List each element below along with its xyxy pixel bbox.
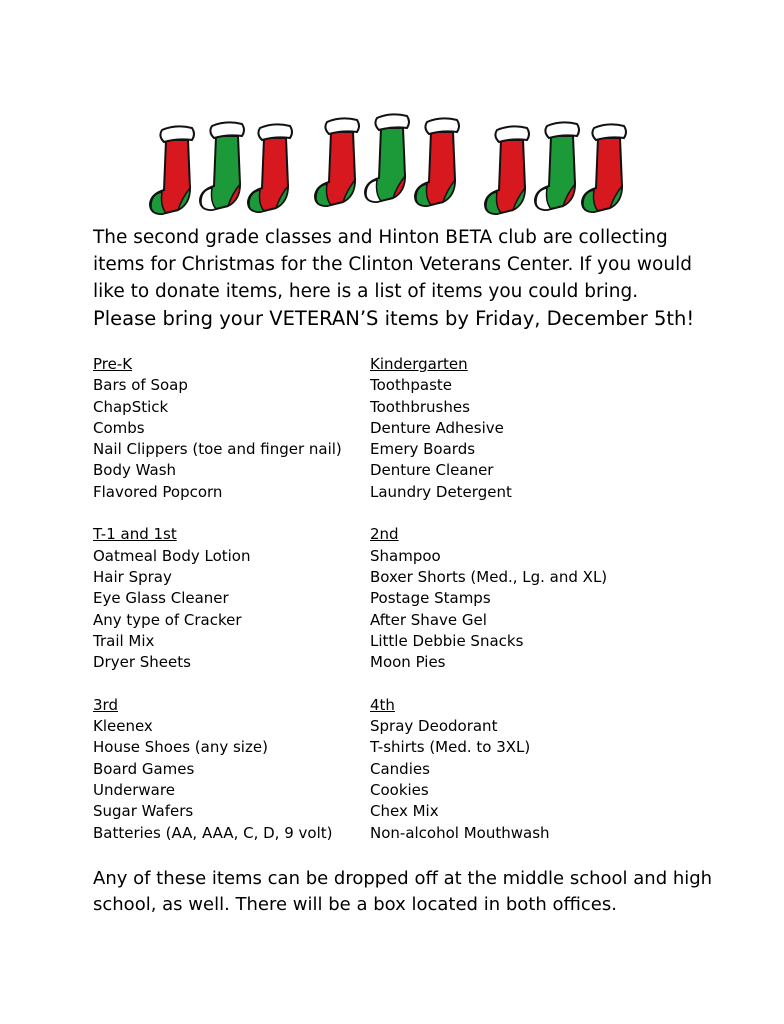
list-item: Toothbrushes	[370, 397, 470, 416]
list-item: Eye Glass Cleaner	[93, 589, 229, 608]
group-heading: 2nd	[370, 525, 399, 544]
list-item: Spray Deodorant	[370, 717, 498, 736]
list-item: Kleenex	[93, 717, 153, 736]
grade-group-kindergarten	[370, 354, 670, 503]
stocking-icon	[248, 124, 292, 212]
list-item: Boxer Shorts (Med., Lg. and XL)	[370, 567, 608, 586]
list-item: Toothpaste	[370, 376, 452, 395]
grade-group-4th	[370, 695, 670, 844]
list-item: Shampoo	[370, 546, 441, 565]
stocking-icon	[415, 118, 459, 206]
closing-line: Any of these items can be dropped off at the middle school and high	[93, 868, 713, 889]
intro-line: The second grade classes and Hinton BETA club are collecting	[93, 227, 668, 248]
list-item: Non-alcohol Mouthwash	[370, 823, 550, 842]
list-item: Trail Mix	[93, 631, 155, 650]
list-item: Denture Adhesive	[370, 418, 504, 437]
item-list	[370, 716, 670, 844]
list-item: Oatmeal Body Lotion	[93, 546, 251, 565]
list-item: Denture Cleaner	[370, 461, 494, 480]
list-item: After Shave Gel	[370, 610, 487, 629]
list-item: Cookies	[370, 780, 429, 799]
list-item: Laundry Detergent	[370, 482, 512, 501]
grade-group-pre-k	[93, 354, 393, 503]
intro-paragraph	[93, 224, 733, 332]
list-item: Little Debbie Snacks	[370, 631, 524, 650]
christmas-stockings-icon	[148, 108, 638, 218]
right-column	[370, 354, 670, 865]
list-item: Hair Spray	[93, 567, 172, 586]
stocking-icon	[200, 122, 244, 210]
list-item: T-shirts (Med. to 3XL)	[370, 738, 531, 757]
group-heading: Pre-K	[93, 355, 133, 373]
list-item: Body Wash	[93, 461, 177, 480]
stocking-icon	[150, 126, 194, 214]
closing-paragraph	[93, 866, 733, 918]
left-column	[93, 354, 393, 865]
list-item: Moon Pies	[370, 653, 446, 672]
stocking-icon	[365, 114, 409, 202]
list-item: Bars of Soap	[93, 376, 188, 395]
list-item: Board Games	[93, 759, 195, 778]
stocking-icon	[535, 122, 579, 210]
item-list	[370, 546, 670, 674]
list-item: Candies	[370, 759, 430, 778]
stocking-icon	[315, 118, 359, 206]
list-item: House Shoes (any size)	[93, 738, 268, 757]
group-heading: T-1 and 1st	[93, 525, 177, 544]
list-item: Batteries (AA, AAA, C, D, 9 volt)	[93, 823, 333, 842]
closing-line: school, as well. There will be a box located in both offices.	[93, 894, 617, 915]
list-item: Dryer Sheets	[93, 653, 191, 672]
group-heading: Kindergarten	[370, 355, 468, 373]
stocking-icon	[582, 124, 626, 212]
deadline-line: Please bring your VETERAN’S items by Friday, December 5th!	[93, 307, 695, 330]
item-list	[93, 375, 393, 503]
stocking-icon	[485, 126, 529, 214]
grade-group-3rd	[93, 695, 393, 844]
item-list	[370, 375, 670, 503]
list-item: Sugar Wafers	[93, 802, 194, 821]
list-item: Combs	[93, 418, 145, 437]
list-item: Postage Stamps	[370, 589, 491, 608]
list-item: Chex Mix	[370, 802, 439, 821]
list-item: Emery Boards	[370, 440, 476, 459]
list-item: Underware	[93, 780, 175, 799]
intro-line: items for Christmas for the Clinton Veterans Center. If you would	[93, 254, 692, 275]
list-item: Nail Clippers (toe and finger nail)	[93, 440, 342, 459]
grade-group-t1-1st	[93, 524, 393, 673]
list-item: ChapStick	[93, 397, 169, 416]
item-list	[93, 546, 393, 674]
list-item: Flavored Popcorn	[93, 482, 223, 501]
group-heading: 4th	[370, 695, 395, 714]
item-list	[93, 716, 393, 844]
list-item: Any type of Cracker	[93, 610, 242, 629]
group-heading: 3rd	[93, 695, 118, 714]
intro-line: like to donate items, here is a list of items you could bring.	[93, 281, 639, 302]
grade-group-2nd	[370, 524, 670, 673]
